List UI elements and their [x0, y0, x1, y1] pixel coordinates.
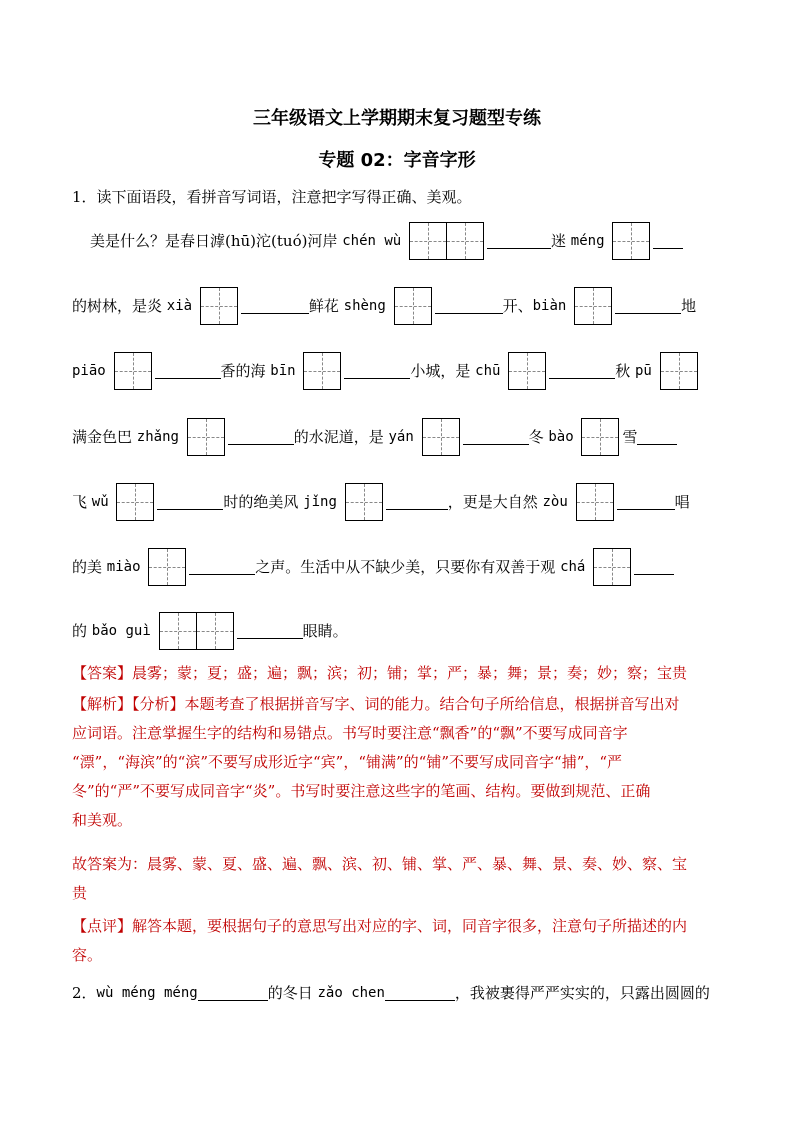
answer-blank[interactable] — [435, 299, 503, 314]
answer-blank[interactable] — [617, 495, 675, 510]
answer-blank[interactable] — [634, 560, 674, 575]
pinyin: chū — [475, 363, 501, 379]
answer-blank[interactable] — [653, 234, 683, 249]
pinyin: piāo — [72, 363, 106, 379]
writing-box[interactable] — [660, 352, 698, 390]
pinyin: zòu — [542, 494, 568, 510]
q1-row-2: 的树林，是炎 xià 鲜花 shèng 开、biàn 地 — [72, 287, 722, 325]
pinyin: wù méng méng — [96, 985, 198, 1001]
writing-box[interactable] — [200, 287, 238, 325]
pinyin: xià — [166, 298, 193, 314]
writing-grid[interactable] — [409, 222, 484, 260]
q1-row-6: 的美 miào 之声。生活中从不缺少美，只要你有双善于观 chá — [72, 548, 722, 586]
writing-box[interactable] — [345, 483, 383, 521]
answer-blank[interactable] — [463, 430, 529, 445]
writing-box[interactable] — [576, 483, 614, 521]
page-title: 三年级语文上学期期末复习题型专练 — [253, 108, 541, 129]
question-2: 2．wù méng méng 的冬日 zǎo chen ，我被裹得严严实实的，只露出圆圆的 — [72, 984, 710, 1002]
writing-box[interactable] — [574, 287, 612, 325]
pinyin: chá — [560, 559, 586, 575]
final-answer: 故答案为：晨雾、蒙、夏、盛、遍、飘、滨、初、铺、掌、严、暴、舞、景、奏、妙、察、宝 贵 — [72, 855, 688, 902]
answer-blank[interactable] — [637, 430, 677, 445]
q1-row-5: 飞 wǔ 时的绝美风 jǐng ，更是大自然 zòu 唱 — [72, 483, 722, 521]
writing-grid[interactable] — [159, 612, 234, 650]
comment-block: 【点评】解答本题，要根据句子的意思写出对应的字、词，同音字很多，注意句子所描述的内 容。 — [72, 917, 688, 964]
writing-box[interactable] — [116, 483, 154, 521]
answer-blank[interactable] — [198, 986, 268, 1001]
pinyin: bào — [548, 429, 574, 445]
analysis-block: 【解析】【分析】本题考查了根据拼音写字、词的能力。结合句子所给信息，根据拼音写出对 应词语。注意掌握生字的结构和易错点。书写时要注意“飘香”的“飘”不要写成同音字 “漂”，“海滨”的“滨”不要写成形近字“宾”，“铺满”的“铺”不要写成同音字“捕”，“严 冬”的“严”不要写成同音字“炎”。书写时要注意这些字的笔画、结构。要做到规范、正确 和美观。 — [72, 695, 680, 829]
pinyin: biàn — [532, 298, 567, 314]
writing-box[interactable] — [394, 287, 432, 325]
q1-row-4: 满金色巴 zhǎng 的水泥道，是 yán 冬 bào 雪 — [72, 418, 722, 456]
writing-box[interactable] — [593, 548, 631, 586]
writing-box[interactable] — [148, 548, 186, 586]
writing-box[interactable] — [581, 418, 619, 456]
q1-row-3: piāo 香的海 bīn 小城，是 chū 秋 pū — [72, 352, 722, 390]
q1-row-1: 美是什么？是春日滹(hū)沱(tuó)河岸 chén wù 迷 méng — [90, 222, 740, 260]
writing-box[interactable] — [114, 352, 152, 390]
answer-blank[interactable] — [487, 234, 551, 249]
page-subtitle: 专题 02：字音字形 — [318, 150, 476, 171]
pinyin: méng — [570, 233, 605, 249]
pinyin: bīn — [270, 363, 296, 379]
writing-box[interactable] — [422, 418, 460, 456]
writing-box[interactable] — [303, 352, 341, 390]
pinyin: yán — [388, 429, 414, 445]
answer-blank[interactable] — [241, 299, 309, 314]
answer-line: 【答案】晨雾；蒙；夏；盛；遍；飘；滨；初；铺；掌；严；暴；舞；景；奏；妙；察；宝贵 — [72, 664, 688, 682]
answer-blank[interactable] — [615, 299, 681, 314]
answer-blank[interactable] — [344, 364, 410, 379]
answer-blank[interactable] — [386, 495, 448, 510]
pinyin: bǎo guì — [91, 623, 151, 639]
writing-box[interactable] — [508, 352, 546, 390]
answer-blank[interactable] — [228, 430, 294, 445]
pinyin: jǐng — [303, 494, 337, 510]
answer-blank[interactable] — [237, 624, 303, 639]
pinyin: miào — [106, 559, 141, 575]
pinyin: wǔ — [91, 494, 109, 510]
pinyin: zǎo chen — [317, 985, 385, 1001]
pinyin: pū — [635, 363, 652, 379]
pinyin: shèng — [343, 298, 386, 314]
q1-row-7: 的 bǎo guì 眼睛。 — [72, 612, 722, 650]
answer-blank[interactable] — [189, 560, 255, 575]
pinyin: zhǎng — [136, 429, 179, 445]
answer-blank[interactable] — [155, 364, 221, 379]
answer-blank[interactable] — [385, 986, 455, 1001]
question-1-prompt: 1．读下面语段，看拼音写词语，注意把字写得正确、美观。 — [72, 188, 472, 206]
answer-blank[interactable] — [549, 364, 615, 379]
writing-box[interactable] — [187, 418, 225, 456]
pinyin: chén wù — [342, 233, 402, 249]
answer-blank[interactable] — [157, 495, 223, 510]
writing-box[interactable] — [612, 222, 650, 260]
